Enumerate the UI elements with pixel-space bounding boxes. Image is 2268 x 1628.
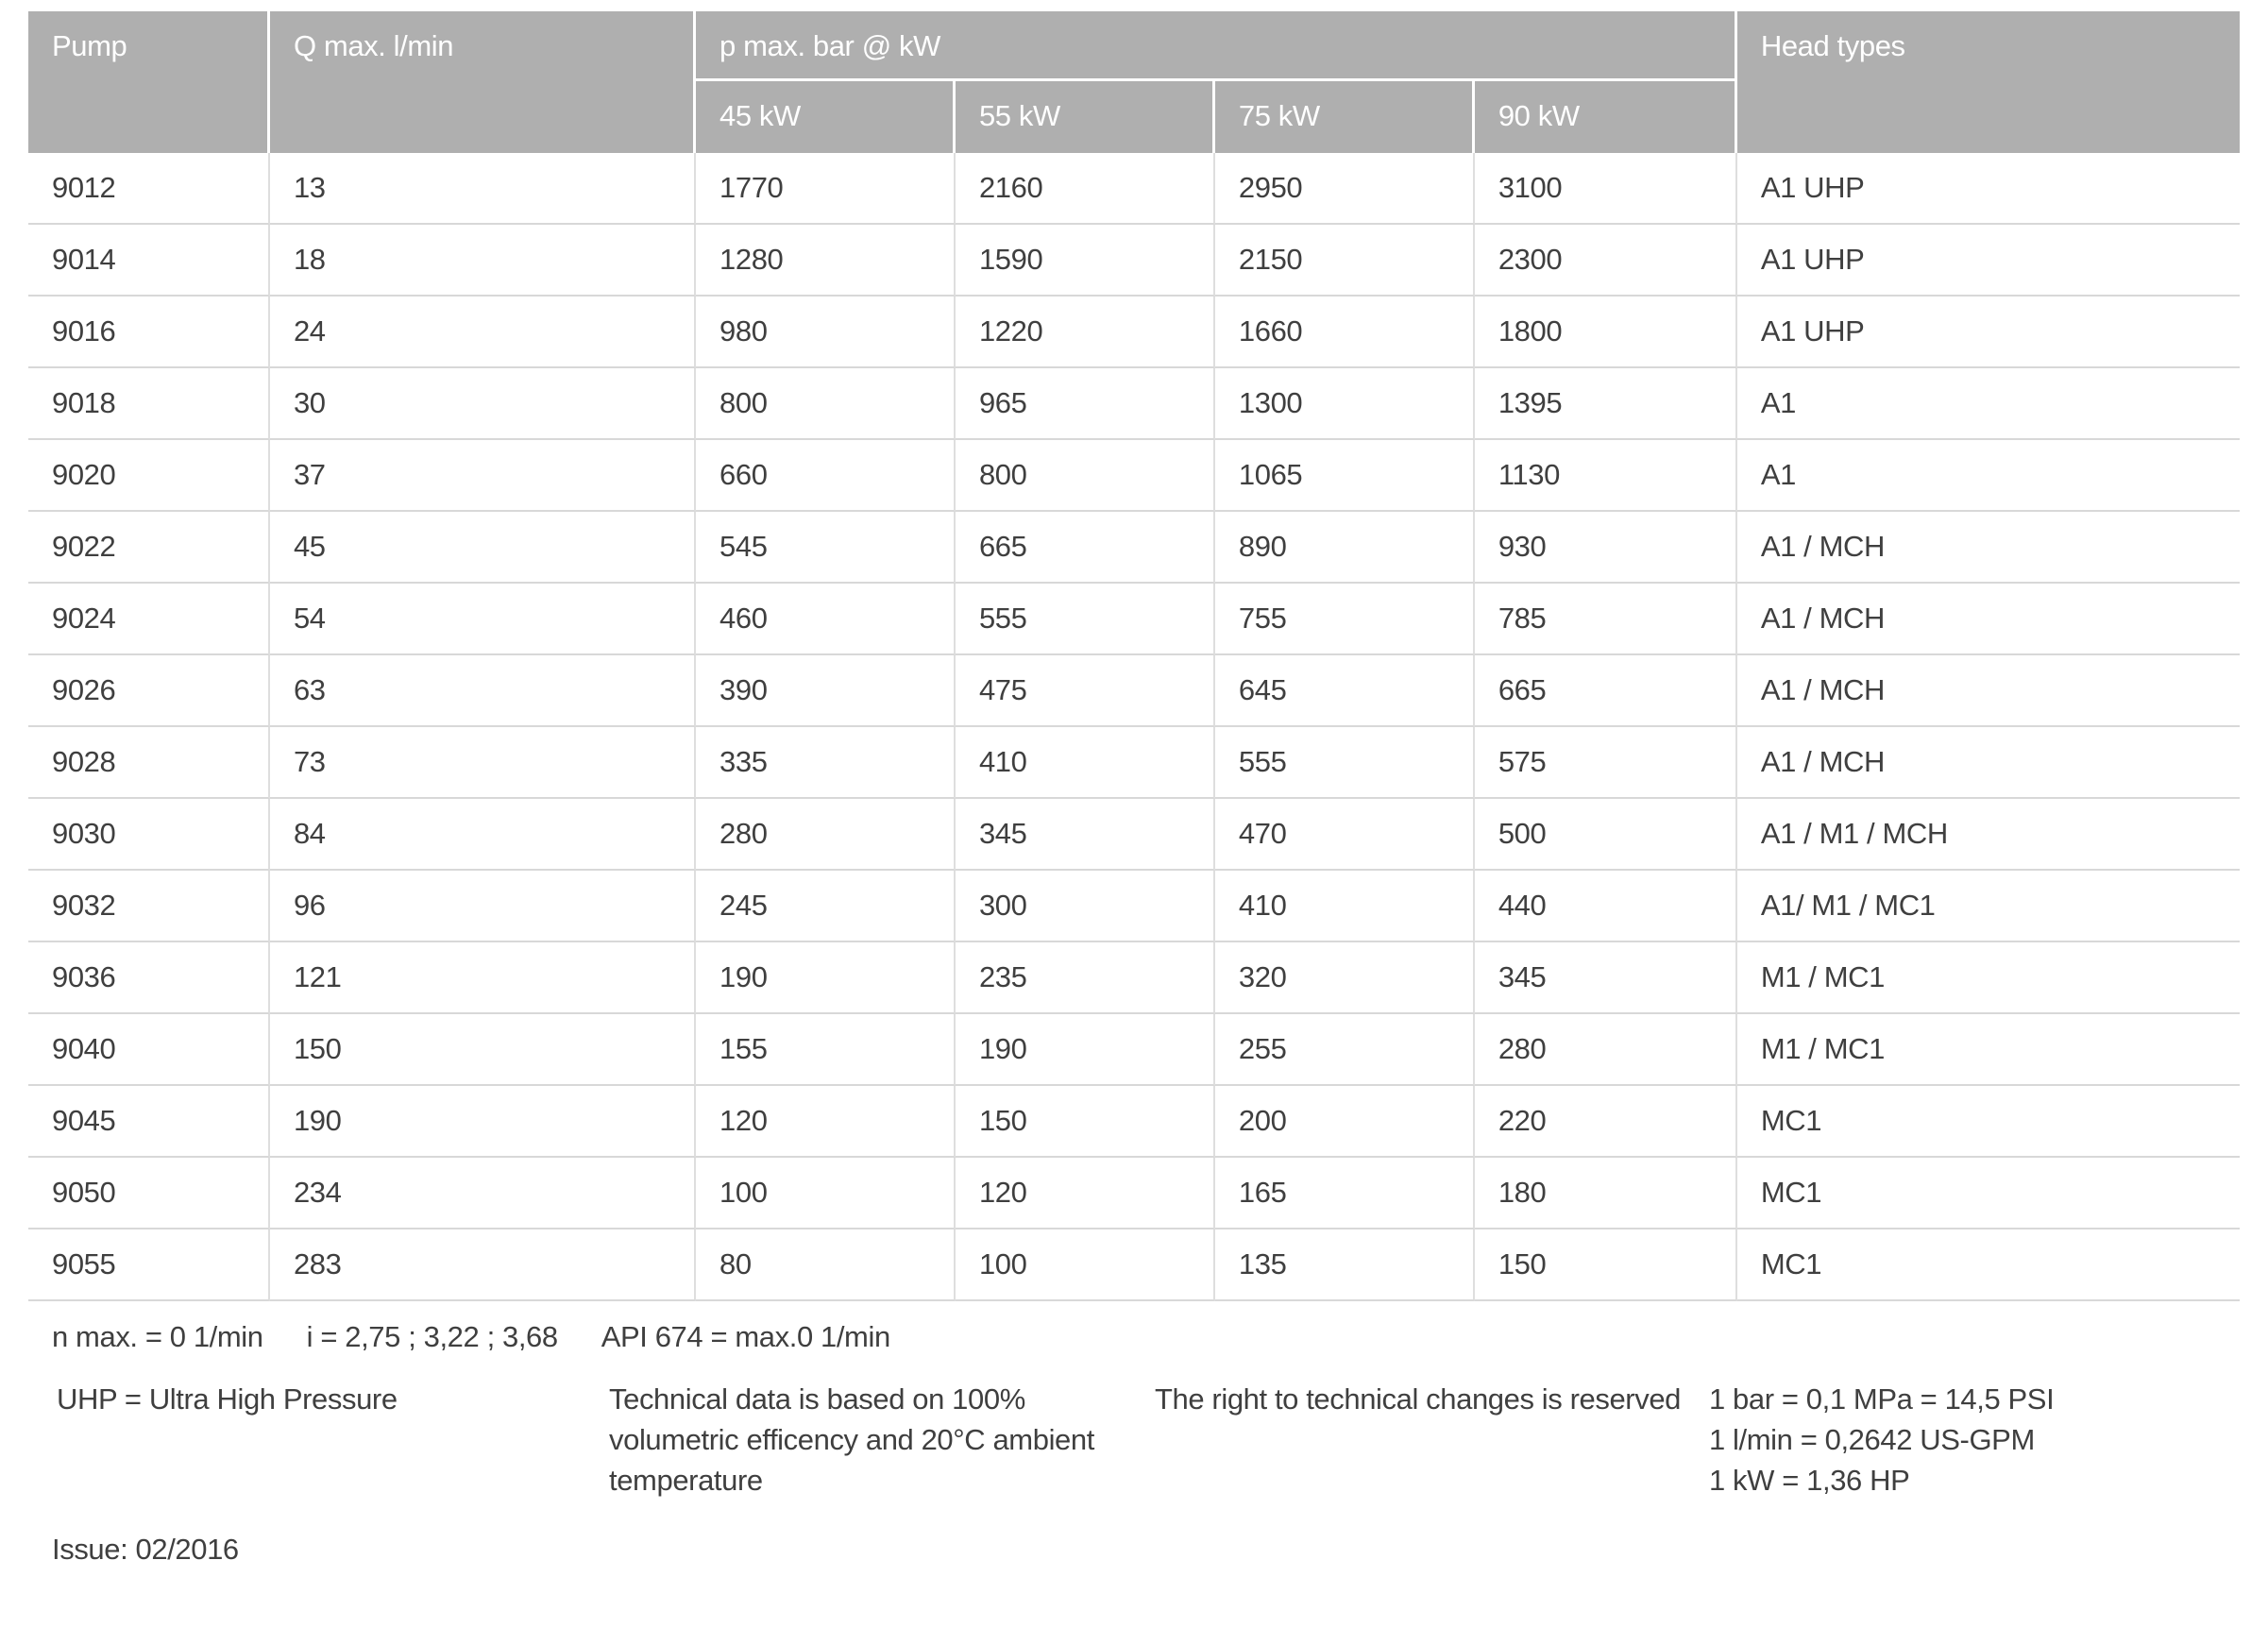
cell-head-types: A1 / MCH (1737, 512, 2240, 584)
cell-p90kw: 180 (1475, 1158, 1737, 1229)
cell-p55kw: 1590 (956, 225, 1215, 297)
cell-p75kw: 645 (1215, 655, 1475, 727)
cell-p55kw: 190 (956, 1014, 1215, 1086)
table-row (28, 1158, 2240, 1229)
cell-pump: 9012 (28, 153, 270, 225)
cell-pump: 9040 (28, 1014, 270, 1086)
cell-pump: 9050 (28, 1158, 270, 1229)
cell-p55kw: 150 (956, 1086, 1215, 1158)
cell-p75kw: 320 (1215, 942, 1475, 1014)
conversion-kw: 1 kW = 1,36 HP (1709, 1464, 1910, 1497)
cell-p75kw: 165 (1215, 1158, 1475, 1229)
table-row (28, 368, 2240, 440)
cell-p90kw: 785 (1475, 584, 1737, 655)
footnote-n-max: n max. = 0 1/min (52, 1320, 263, 1353)
cell-p55kw: 965 (956, 368, 1215, 440)
cell-head-types: A1 / M1 / MCH (1737, 799, 2240, 871)
cell-p90kw: 1800 (1475, 297, 1737, 368)
cell-p75kw: 1660 (1215, 297, 1475, 368)
cell-p90kw: 575 (1475, 727, 1737, 799)
cell-q-max: 18 (270, 225, 696, 297)
cell-p45kw: 100 (696, 1158, 956, 1229)
cell-pump: 9036 (28, 942, 270, 1014)
cell-pump: 9030 (28, 799, 270, 871)
table-row (28, 1014, 2240, 1086)
cell-p45kw: 800 (696, 368, 956, 440)
cell-p90kw: 345 (1475, 942, 1737, 1014)
cell-p45kw: 980 (696, 297, 956, 368)
header-q-max: Q max. l/min (270, 11, 696, 153)
cell-p45kw: 245 (696, 871, 956, 942)
table-row (28, 942, 2240, 1014)
cell-pump: 9045 (28, 1086, 270, 1158)
table-header (28, 11, 2240, 153)
cell-q-max: 37 (270, 440, 696, 512)
pump-spec-table (28, 11, 2240, 1301)
cell-head-types: A1 / MCH (1737, 727, 2240, 799)
cell-p45kw: 390 (696, 655, 956, 727)
cell-p45kw: 460 (696, 584, 956, 655)
cell-p90kw: 500 (1475, 799, 1737, 871)
cell-p45kw: 545 (696, 512, 956, 584)
cell-q-max: 13 (270, 153, 696, 225)
cell-head-types: A1 UHP (1737, 297, 2240, 368)
cell-head-types: M1 / MC1 (1737, 942, 2240, 1014)
header-head-types: Head types (1737, 11, 2240, 153)
cell-q-max: 283 (270, 1229, 696, 1301)
cell-q-max: 150 (270, 1014, 696, 1086)
cell-pump: 9020 (28, 440, 270, 512)
cell-p75kw: 200 (1215, 1086, 1475, 1158)
issue-date: Issue: 02/2016 (52, 1533, 239, 1566)
cell-head-types: A1 (1737, 440, 2240, 512)
cell-p90kw: 1395 (1475, 368, 1737, 440)
cell-p55kw: 120 (956, 1158, 1215, 1229)
cell-head-types: A1 / MCH (1737, 584, 2240, 655)
cell-p75kw: 1065 (1215, 440, 1475, 512)
footnote-parameters (52, 1320, 2268, 1354)
cell-head-types: A1 UHP (1737, 153, 2240, 225)
cell-pump: 9055 (28, 1229, 270, 1301)
table-row (28, 584, 2240, 655)
table-row (28, 655, 2240, 727)
cell-p45kw: 1770 (696, 153, 956, 225)
cell-p75kw: 755 (1215, 584, 1475, 655)
table-row (28, 153, 2240, 225)
footnote-rights: The right to technical changes is reserved (1155, 1382, 1682, 1416)
cell-p55kw: 555 (956, 584, 1215, 655)
footnote-technical: Technical data is based on 100% volumetric efficency and 20°C ambient temperature (609, 1382, 1094, 1497)
table-row (28, 512, 2240, 584)
table-row (28, 727, 2240, 799)
cell-p55kw: 235 (956, 942, 1215, 1014)
conversion-bar: 1 bar = 0,1 MPa = 14,5 PSI (1709, 1382, 2055, 1416)
cell-p90kw: 2300 (1475, 225, 1737, 297)
cell-p90kw: 280 (1475, 1014, 1737, 1086)
cell-head-types: A1 UHP (1737, 225, 2240, 297)
cell-q-max: 45 (270, 512, 696, 584)
cell-q-max: 54 (270, 584, 696, 655)
cell-p90kw: 1130 (1475, 440, 1737, 512)
table-row (28, 871, 2240, 942)
header-75kw: 75 kW (1215, 81, 1475, 153)
cell-p45kw: 120 (696, 1086, 956, 1158)
cell-p90kw: 665 (1475, 655, 1737, 727)
cell-q-max: 234 (270, 1158, 696, 1229)
table-row (28, 799, 2240, 871)
header-55kw: 55 kW (956, 81, 1215, 153)
cell-p75kw: 555 (1215, 727, 1475, 799)
cell-p55kw: 100 (956, 1229, 1215, 1301)
cell-p75kw: 470 (1215, 799, 1475, 871)
cell-p45kw: 660 (696, 440, 956, 512)
conversion-lmin: 1 l/min = 0,2642 US-GPM (1709, 1423, 2035, 1456)
cell-p45kw: 335 (696, 727, 956, 799)
table-row (28, 297, 2240, 368)
cell-q-max: 121 (270, 942, 696, 1014)
cell-head-types: M1 / MC1 (1737, 1014, 2240, 1086)
header-90kw: 90 kW (1475, 81, 1737, 153)
header-pump: Pump (28, 11, 270, 153)
cell-p90kw: 150 (1475, 1229, 1737, 1301)
table-row (28, 225, 2240, 297)
cell-p90kw: 3100 (1475, 153, 1737, 225)
table-row (28, 1229, 2240, 1301)
footnote-block (0, 1379, 2268, 1501)
footnote-api-674: API 674 = max.0 1/min (601, 1320, 890, 1353)
cell-q-max: 190 (270, 1086, 696, 1158)
cell-p45kw: 155 (696, 1014, 956, 1086)
cell-p75kw: 2950 (1215, 153, 1475, 225)
cell-p55kw: 345 (956, 799, 1215, 871)
cell-p55kw: 2160 (956, 153, 1215, 225)
cell-head-types: A1/ M1 / MC1 (1737, 871, 2240, 942)
footnote-conversions (1709, 1379, 2054, 1501)
cell-p90kw: 440 (1475, 871, 1737, 942)
cell-q-max: 73 (270, 727, 696, 799)
cell-p75kw: 255 (1215, 1014, 1475, 1086)
cell-pump: 9016 (28, 297, 270, 368)
footnote-ratio-i: i = 2,75 ; 3,22 ; 3,68 (306, 1320, 558, 1353)
cell-p55kw: 1220 (956, 297, 1215, 368)
cell-head-types: MC1 (1737, 1158, 2240, 1229)
cell-pump: 9024 (28, 584, 270, 655)
cell-pump: 9014 (28, 225, 270, 297)
cell-head-types: A1 / MCH (1737, 655, 2240, 727)
cell-head-types: A1 (1737, 368, 2240, 440)
cell-p75kw: 2150 (1215, 225, 1475, 297)
cell-head-types: MC1 (1737, 1229, 2240, 1301)
cell-head-types: MC1 (1737, 1086, 2240, 1158)
cell-p45kw: 190 (696, 942, 956, 1014)
cell-q-max: 30 (270, 368, 696, 440)
cell-p90kw: 220 (1475, 1086, 1737, 1158)
footnote-uhp: UHP = Ultra High Pressure (57, 1382, 398, 1416)
cell-pump: 9028 (28, 727, 270, 799)
table-row (28, 1086, 2240, 1158)
cell-p75kw: 135 (1215, 1229, 1475, 1301)
cell-p55kw: 800 (956, 440, 1215, 512)
cell-p55kw: 665 (956, 512, 1215, 584)
cell-pump: 9018 (28, 368, 270, 440)
cell-p55kw: 300 (956, 871, 1215, 942)
cell-p55kw: 410 (956, 727, 1215, 799)
cell-p75kw: 410 (1215, 871, 1475, 942)
cell-pump: 9026 (28, 655, 270, 727)
cell-p45kw: 1280 (696, 225, 956, 297)
cell-p75kw: 890 (1215, 512, 1475, 584)
cell-q-max: 96 (270, 871, 696, 942)
table-row (28, 440, 2240, 512)
header-p-max-group: p max. bar @ kW (696, 11, 1737, 81)
cell-p90kw: 930 (1475, 512, 1737, 584)
table-body (28, 153, 2240, 1301)
cell-q-max: 63 (270, 655, 696, 727)
cell-pump: 9032 (28, 871, 270, 942)
cell-pump: 9022 (28, 512, 270, 584)
cell-p45kw: 280 (696, 799, 956, 871)
cell-p75kw: 1300 (1215, 368, 1475, 440)
cell-q-max: 24 (270, 297, 696, 368)
cell-p45kw: 80 (696, 1229, 956, 1301)
cell-q-max: 84 (270, 799, 696, 871)
cell-p55kw: 475 (956, 655, 1215, 727)
header-45kw: 45 kW (696, 81, 956, 153)
